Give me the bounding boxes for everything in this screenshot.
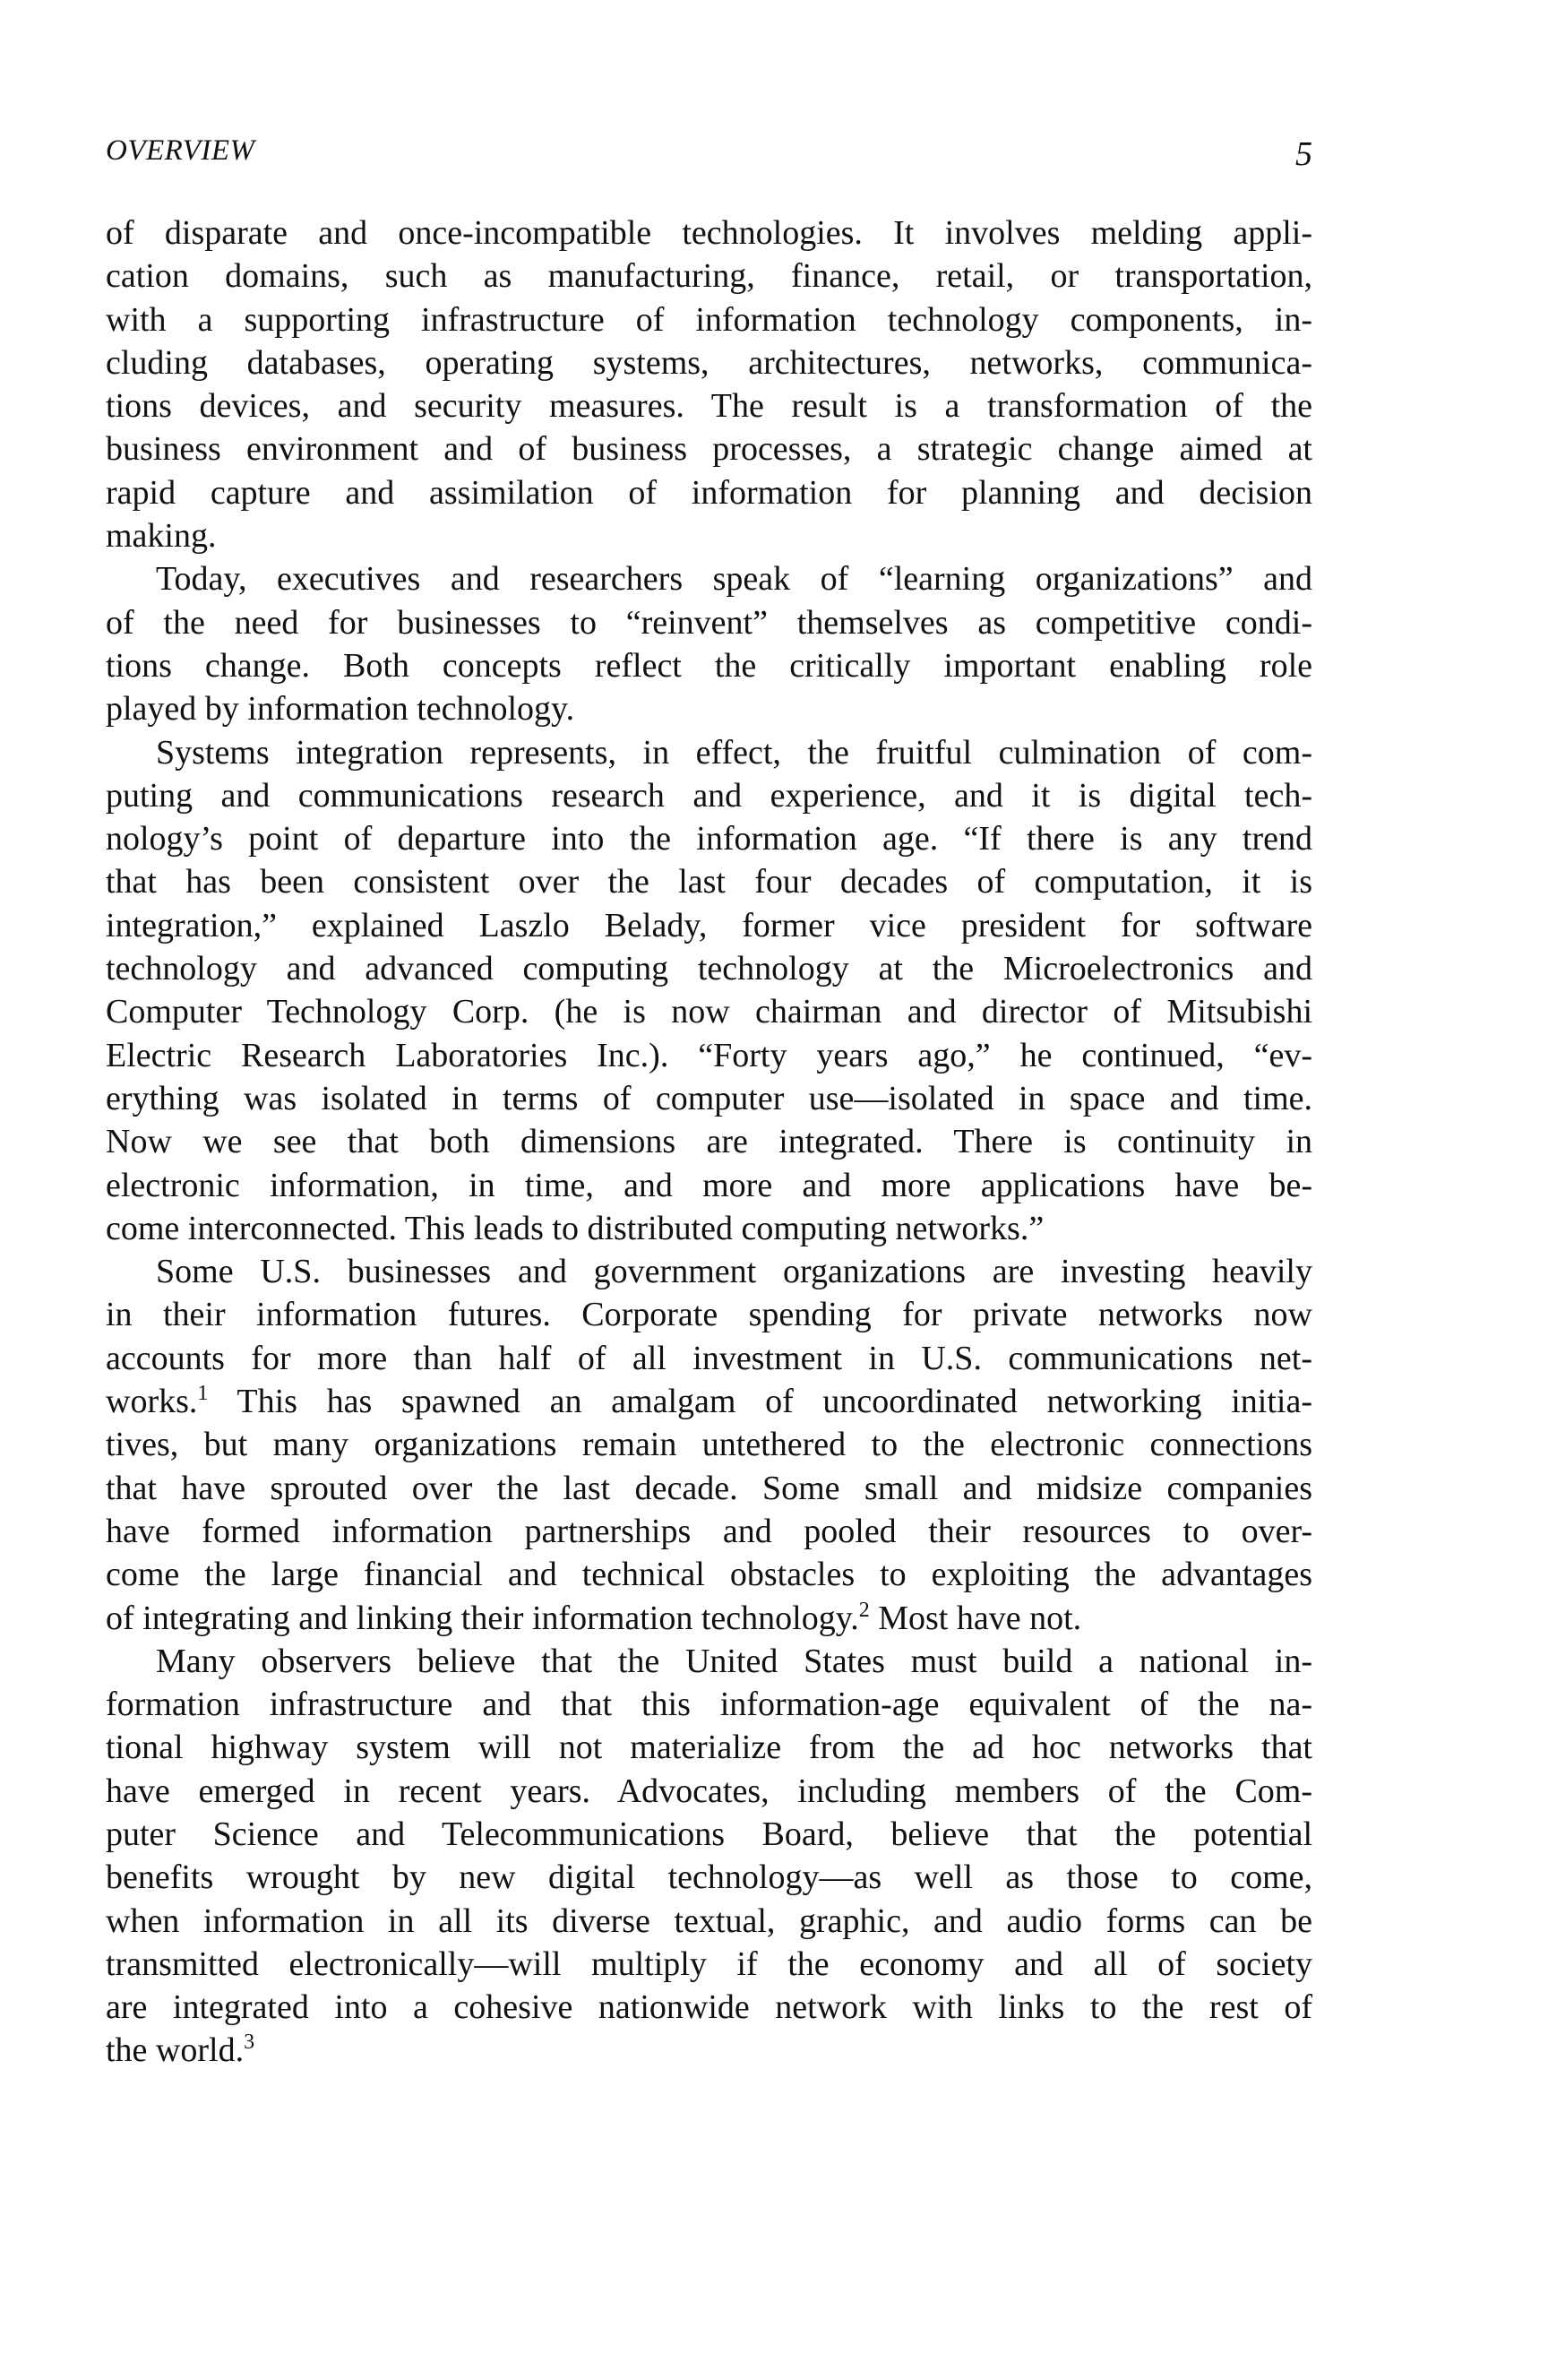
text-segment: Most have not. [869,1599,1082,1637]
running-header [106,134,1312,174]
text-line [106,211,1312,254]
text-segment: are integrated into a cohesive nationwide network with links to the rest of [106,1988,1312,2027]
text-segment: Now we see that both dimensions are integrated. There is continuity in [106,1123,1312,1161]
text-segment: tions devices, and security measures. The result is a transformation of the [106,387,1312,426]
text-line [106,1597,1312,1640]
text-segment: come interconnected. This leads to distributed computing networks.” [106,1209,1045,1247]
text-segment: of disparate and once-incompatible technologies. It involves melding appli- [106,214,1312,252]
text-line [106,1900,1312,1943]
paragraph [106,557,1312,730]
text-line [106,990,1312,1033]
text-line [106,1640,1312,1683]
text-segment: cation domains, such as manufacturing, finance, retail, or transportation, [106,257,1312,296]
text-line [106,1510,1312,1553]
running-title: OVERVIEW [106,134,255,167]
text-line [106,1553,1312,1596]
text-segment: transmitted electronically—will multiply if the economy and all of society [106,1945,1312,1983]
text-segment: This has spawned an amalgam of uncoordinated networking initia- [208,1383,1312,1421]
text-segment: business environment and of business processes, a strategic change aimed at [106,430,1312,469]
text-segment: in their information futures. Corporate spending for private networks now [106,1296,1312,1334]
text-line [106,817,1312,860]
text-segment: played by information technology. [106,690,575,729]
text-line [106,557,1312,600]
text-line [106,1120,1312,1163]
text-line [106,1250,1312,1293]
text-line [106,1856,1312,1899]
text-line [106,904,1312,947]
text-line [106,1770,1312,1813]
text-segment: have emerged in recent years. Advocates, including members of the Com- [106,1772,1312,1810]
text-segment: puting and communications research and experience, and it is digital tech- [106,776,1312,815]
text-segment: Computer Technology Corp. (he is now chairman and director of Mitsubishi [106,993,1312,1031]
text-segment: accounts for more than half of all investment in U.S. communications net- [106,1339,1312,1377]
text-line [106,2029,1312,2072]
text-line [106,514,1312,557]
footnote-marker: 3 [244,2031,255,2055]
text-line [106,1380,1312,1423]
text-line [106,731,1312,774]
text-segment: tives, but many organizations remain untethered to the electronic connections [106,1426,1312,1464]
text-segment: technology and advanced computing technology at the Microelectronics and [106,950,1312,988]
text-line [106,1293,1312,1336]
text-segment: of integrating and linking their information technology. [106,1599,859,1637]
text-segment: tional highway system will not materialize from the ad hoc networks that [106,1729,1312,1767]
text-line [106,471,1312,514]
footnote-marker: 1 [197,1382,209,1406]
text-line [106,1986,1312,2029]
text-segment: of the need for businesses to “reinvent” themselves as competitive condi- [106,603,1312,642]
paragraph [106,211,1312,557]
text-segment: have formed information partnerships and pooled their resources to over- [106,1512,1312,1550]
text-segment: works. [106,1383,198,1421]
text-line [106,1077,1312,1120]
paragraph [106,1250,1312,1640]
text-line [106,1207,1312,1250]
text-line [106,384,1312,427]
text-line [106,427,1312,470]
text-line [106,1164,1312,1207]
text-segment: come the large financial and technical obstacles to exploiting the advantages [106,1556,1312,1594]
text-segment: making. [106,517,217,556]
text-segment: cluding databases, operating systems, architectures, networks, communica- [106,343,1312,382]
text-line [106,1423,1312,1466]
text-segment: with a supporting infrastructure of information technology components, in- [106,300,1312,339]
text-segment: nology’s point of departure into the information age. “If there is any trend [106,820,1312,858]
text-segment: electronic information, in time, and more and more applications have be- [106,1166,1312,1204]
text-segment: Systems integration represents, in effect, the fruitful culmination of com- [156,733,1312,772]
body-text [106,211,1312,2073]
text-segment: tions change. Both concepts reflect the critically important enabling role [106,646,1312,685]
text-line [106,860,1312,903]
text-line [106,601,1312,644]
text-segment: rapid capture and assimilation of information for planning and decision [106,473,1312,512]
paragraph [106,1640,1312,2073]
text-segment: that has been consistent over the last four decades of computation, it is [106,863,1312,901]
text-line [106,1467,1312,1510]
text-segment: Many observers believe that the United States must build a national in- [156,1642,1312,1680]
text-segment: formation infrastructure and that this information-age equivalent of the na- [106,1686,1312,1724]
text-line [106,1813,1312,1856]
text-segment: puter Science and Telecommunications Board, believe that the potential [106,1815,1312,1853]
paragraph [106,731,1312,1251]
text-segment: Electric Research Laboratories Inc.). “Forty years ago,” he continued, “ev- [106,1036,1312,1074]
text-line [106,1683,1312,1726]
text-line [106,298,1312,341]
text-segment: when information in all its diverse textual, graphic, and audio forms can be [106,1901,1312,1940]
text-line [106,1726,1312,1769]
text-segment: Some U.S. businesses and government organizations are investing heavily [156,1253,1312,1291]
text-line [106,254,1312,298]
text-line [106,1943,1312,1986]
text-line [106,947,1312,990]
text-segment: erything was isolated in terms of computer use—isolated in space and time. [106,1079,1312,1117]
text-segment: benefits wrought by new digital technology—as well as those to come, [106,1858,1312,1897]
text-line [106,341,1312,384]
text-line [106,1337,1312,1380]
text-line [106,1034,1312,1077]
text-line [106,774,1312,817]
text-line [106,644,1312,687]
text-segment: Today, executives and researchers speak of “learning organizations” and [156,560,1312,599]
text-segment: that have sprouted over the last decade. Some small and midsize companies [106,1469,1312,1507]
text-line [106,687,1312,730]
text-segment: integration,” explained Laszlo Belady, former vice president for software [106,906,1312,944]
footnote-marker: 2 [858,1598,870,1622]
text-segment: the world. [106,2031,245,2070]
page-number: 5 [1295,135,1312,173]
